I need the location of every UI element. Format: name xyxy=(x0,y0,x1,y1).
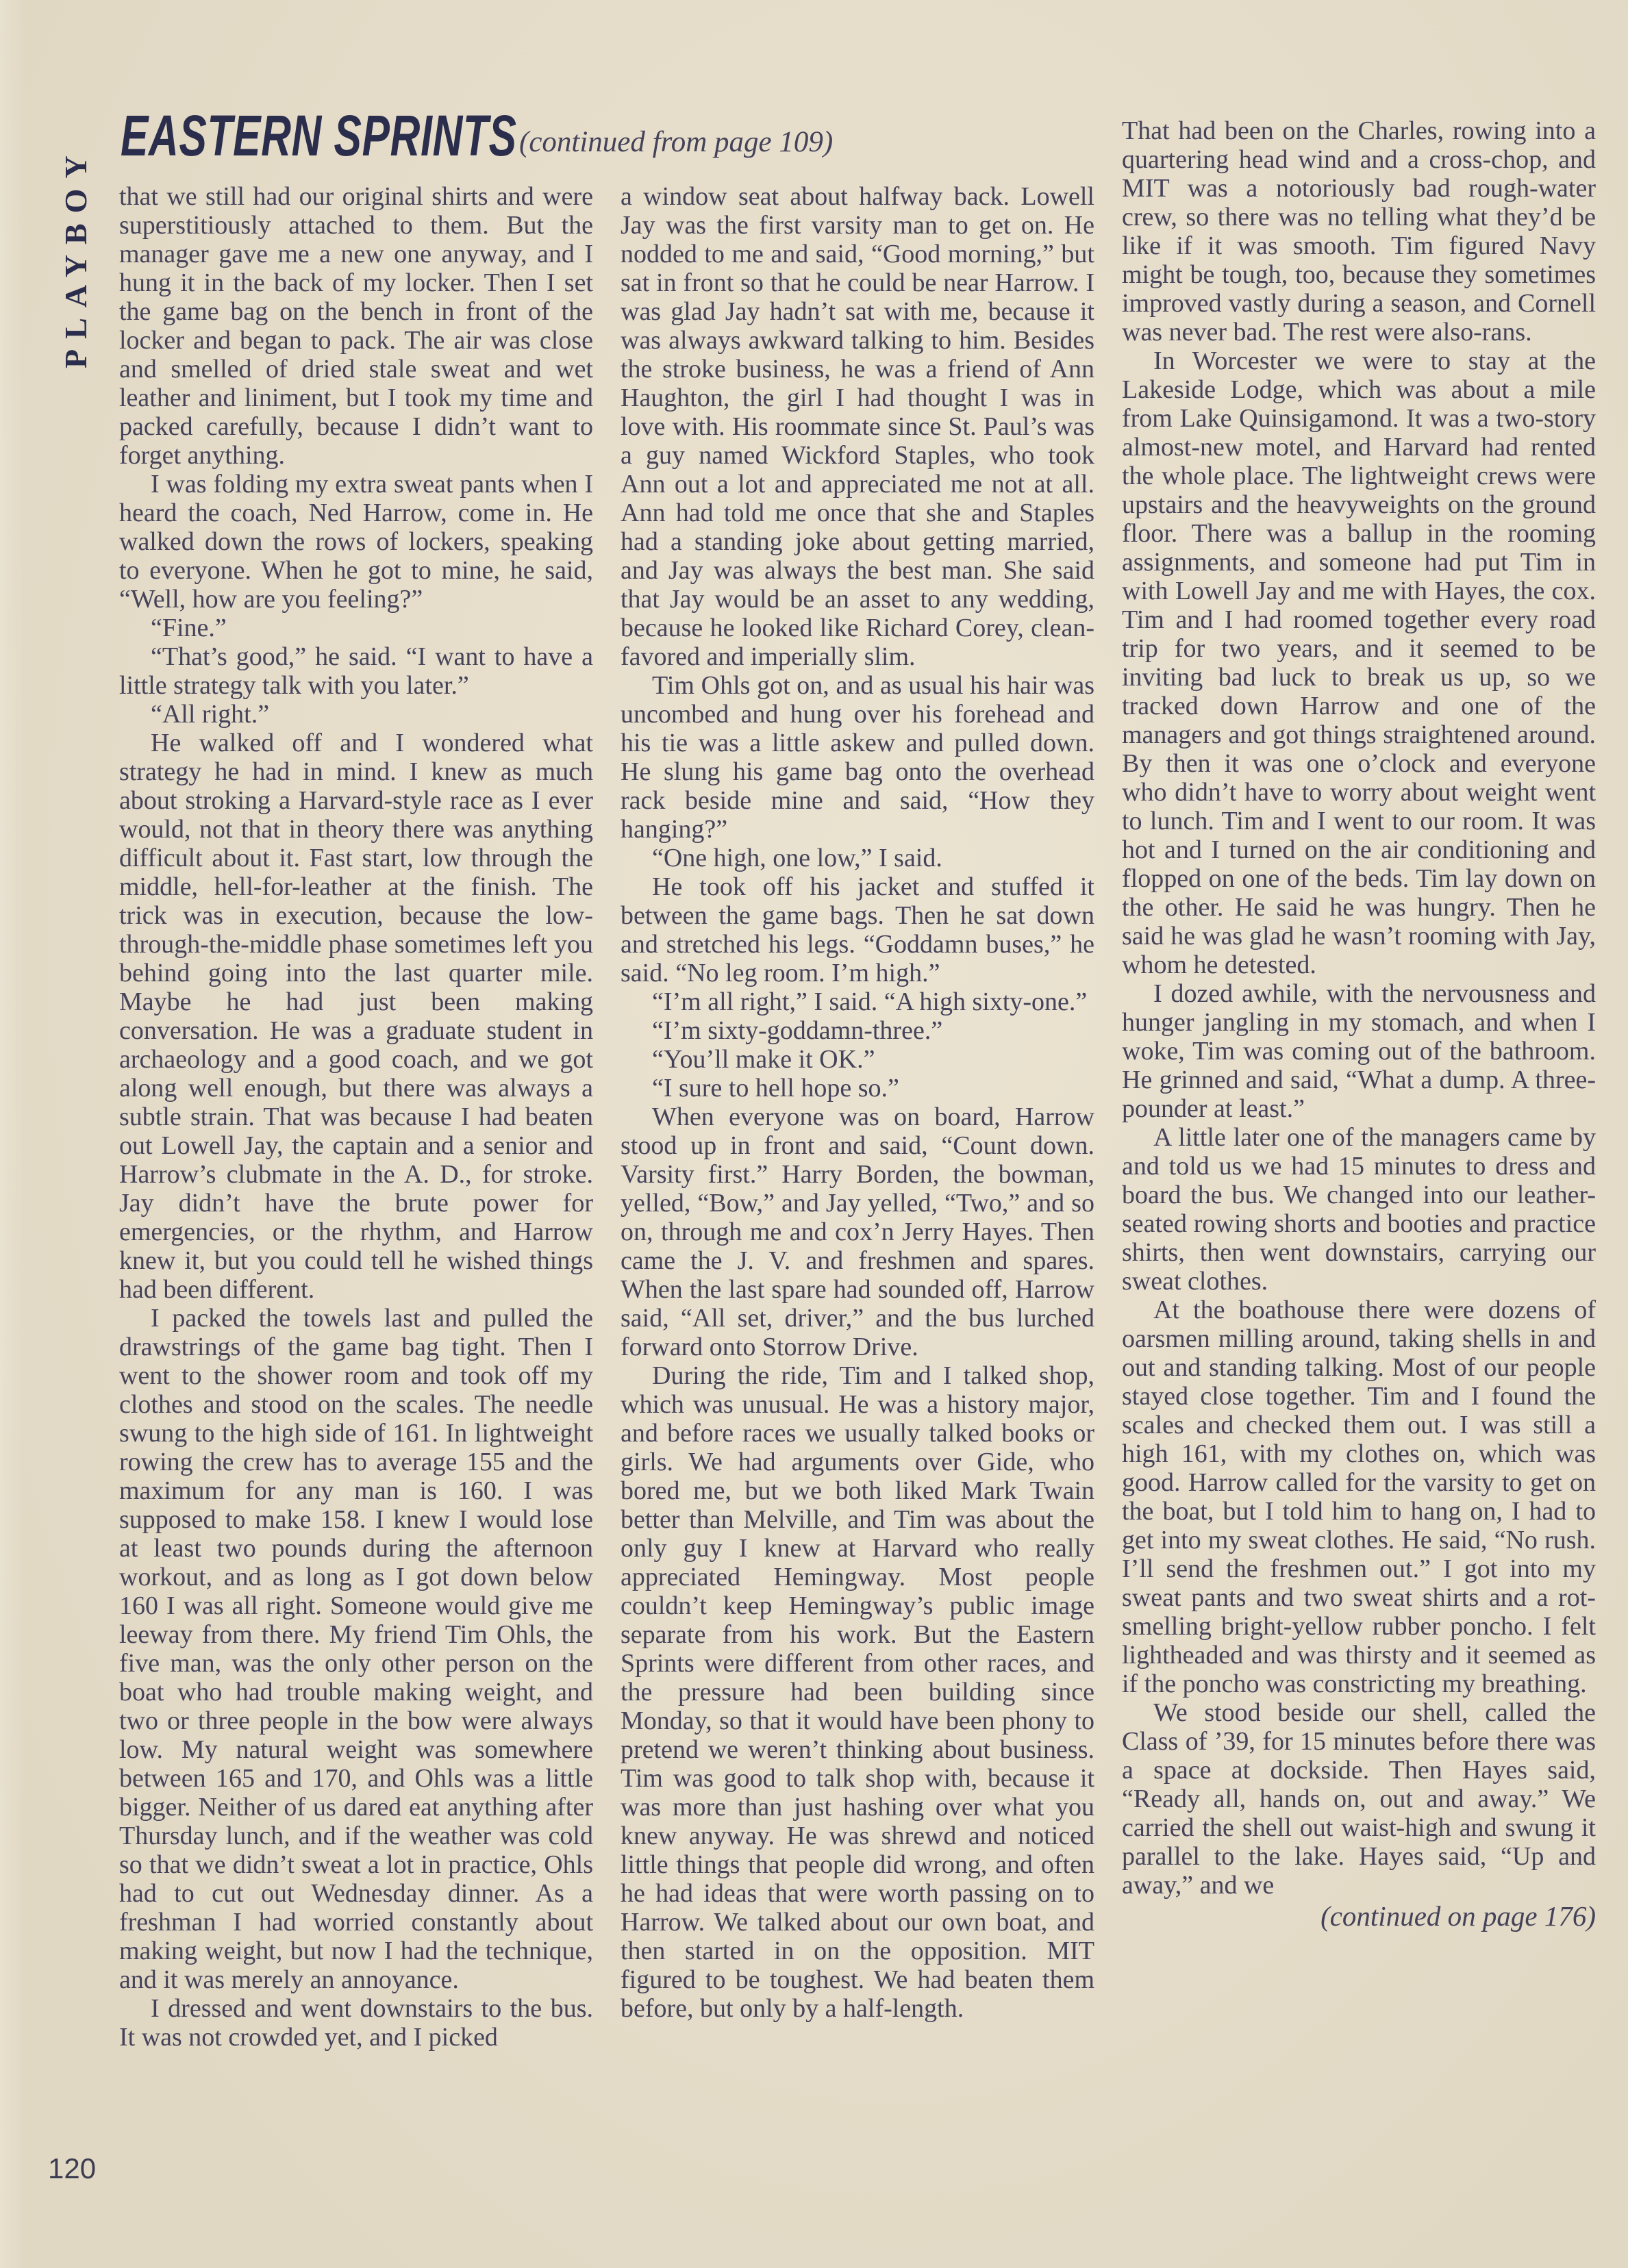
paragraph: “All right.” xyxy=(151,700,270,729)
paragraph: that we still had our original shirts and were superstitiously attached to them. But the manager gave me a new one anyway, and I hung it in the back of my locker. Then I set the game bag on the bench in front of the locker and began to pack. The air was close and smelled of dried stale sweat and wet leather and liniment, but I took my time and packed carefully, because I didn’t want to forget anything. xyxy=(119,182,593,470)
paragraph: “I’m all right,” I said. “A high sixty-one.” xyxy=(652,987,1088,1016)
column-2-text xyxy=(621,182,1094,2023)
text-column-2 xyxy=(621,182,1094,2209)
paragraph: In Worcester we were to stay at the Lakeside Lodge, which was about a mile from Lake Quinsigamond. It was a two-story almost-new motel, and Harvard had rented the whole place. The lightweight crews were upstairs and the heavyweights on the ground floor. There was a ballup in the rooming assignments, and someone had put Tim in with Lowell Jay and me with Hayes, the cox. Tim and I had roomed together every road trip for two years, and it seemed to be inviting bad luck to break us up, so we tracked down Harrow and one of the managers and got things straightened around. By then it was one o’clock and everyone who didn’t have to worry about weight went to lunch. Tim and I went to our room. It was hot and I turned on the air conditioning and flopped on one of the beds. Tim lay down on the other. He said he was hungry. Then he said he was glad he wasn’t rooming with Jay, whom he detested. xyxy=(1122,346,1596,979)
paragraph: I was folding my extra sweat pants when I heard the coach, Ned Harrow, come in. He walked down the rows of lockers, speaking to everyone. When he got to mine, he said, “Well, how are you feeling?” xyxy=(119,470,593,614)
page-number: 120 xyxy=(48,2152,97,2184)
column-1-text xyxy=(119,182,593,2052)
text-column-1 xyxy=(119,182,593,2209)
paragraph: I dressed and went downstairs to the bus. It was not crowded yet, and I picked xyxy=(119,1994,593,2052)
paragraph: I packed the towels last and pulled the drawstrings of the game bag tight. Then I went to the shower room and took off my clothes and stood on the scales. The needle swung to the high side of 161. In lightweight rowing the crew has to average 155 and the maximum for any man is 160. I was supposed to make 158. I knew I would lose at least two pounds during the afternoon workout, and as long as I got down below 160 I was all right. Someone would give me leeway from there. My friend Tim Ohls, the five man, was the only other person on the boat who had trouble making weight, and two or three people in the bow were always low. My natural weight was somewhere between 165 and 170, and Ohls was a little bigger. Neither of us dared eat anything after Thursday lunch, and if the weather was cold so that we didn’t sweat a lot in practice, Ohls had to cut out Wednesday dinner. As a freshman I had worried constantly about making weight, but now I had the technique, and it was merely an annoyance. xyxy=(119,1304,593,1994)
paragraph: “I sure to hell hope so.” xyxy=(652,1074,899,1102)
paragraph: He took off his jacket and stuffed it between the game bags. Then he sat down and stretched his legs. “Goddamn buses,” he said. “No leg room. I’m high.” xyxy=(621,872,1094,987)
paragraph: We stood beside our shell, called the Class of ’39, for 15 minutes before there was a space at dockside. Then Hayes said, “Ready all, hands on, out and away.” We carried the shell out waist-high and swung it parallel to the lake. Hayes said, “Up and away,” and we xyxy=(1122,1698,1596,1900)
paragraph: During the ride, Tim and I talked shop, which was unusual. He was a history major, and before races we usually talked books or girls. We had arguments over Gide, who bored me, but we both liked Mark Twain better than Melville, and Tim was about the only guy I knew at Harvard who really appreciated Hemingway. Most people couldn’t keep Hemingway’s public image separate from his work. But the Eastern Sprints were different from other races, and the pressure had been building since Monday, so that it would have been phony to pretend we weren’t thinking about business. Tim was good to talk shop with, because it was more than just hashing over what you knew anyway. He was shrewd and noticed little things that people did wrong, and often he had ideas that were worth passing on to Harrow. We talked about our own boat, and then started in on the opposition. MIT figured to be toughest. We had beaten them before, but only by a half-length. xyxy=(621,1361,1094,2023)
paragraph: “I’m sixty-goddamn-three.” xyxy=(652,1016,943,1045)
continued-from-note: (continued from page 109) xyxy=(519,126,834,158)
paragraph: “You’ll make it OK.” xyxy=(652,1045,875,1074)
paragraph: “Fine.” xyxy=(151,614,227,642)
paragraph: When everyone was on board, Harrow stood up in front and said, “Count down. Varsity first.” Harry Borden, the bowman, yelled, “Bow,” and Jay yelled, “Two,” and so on, through me and cox’n Jerry Hayes. Then came the J. V. and freshmen and spares. When the last spare had sounded off, Harrow said, “All set, driver,” and the bus lurched forward onto Storrow Drive. xyxy=(621,1102,1094,1361)
text-column-3 xyxy=(1122,116,1596,2212)
paragraph: “One high, one low,” I said. xyxy=(652,844,942,872)
continued-on-note: (continued on page 176) xyxy=(1320,1900,1596,1932)
paragraph: That had been on the Charles, rowing into a quartering head wind and a cross-chop, and MIT was a notoriously bad rough-water crew, so there was no telling what they’d be like if it was smooth. Tim figured Navy might be tough, too, because they sometimes improved vastly during a season, and Cornell was never bad. The rest were also-rans. xyxy=(1122,116,1596,346)
paragraph: At the boathouse there were dozens of oarsmen milling around, taking shells in and out and standing talking. Most of our people stayed close together. Tim and I found the scales and checked them out. I was still a high 161, with my clothes on, which was good. Harrow called for the varsity to get on the boat, but I told him to hang on, I had to get into my sweat clothes. He said, “No rush. I’ll send the freshmen out.” I got into my sweat pants and two sweat shirts and a rot-smelling bright-yellow rubber poncho. I felt lightheaded and was thirsty and it seemed as if the poncho was constricting my breathing. xyxy=(1122,1296,1596,1698)
paragraph: I dozed awhile, with the nervousness and hunger jangling in my stomach, and when I woke, Tim was coming out of the bathroom. He grinned and said, “What a dump. A three-pounder at least.” xyxy=(1122,979,1596,1123)
column-3-text xyxy=(1122,116,1596,1900)
paragraph: He walked off and I wondered what strategy he had in mind. I knew as much about stroking a Harvard-style race as I ever would, not that in theory there was anything difficult about it. Fast start, low through the middle, hell-for-leather at the finish. The trick was in execution, because the low-through-the-middle phase sometimes left you behind going into the last quarter mile. Maybe he had just been making conversation. He was a graduate student in archaeology and a good coach, and we got along well enough, but there was always a subtle strain. That was because I had beaten out Lowell Jay, the captain and a senior and Harrow’s clubmate in the A. D., for stroke. Jay didn’t have the brute power for emergencies, or the rhythm, and Harrow knew it, but you could tell he wished things had been different. xyxy=(119,729,593,1304)
paragraph: Tim Ohls got on, and as usual his hair was uncombed and hung over his forehead and his tie was a little askew and pulled down. He slung his game bag onto the overhead rack beside mine and said, “How they hanging?” xyxy=(621,671,1094,844)
paragraph: a window seat about halfway back. Lowell Jay was the first varsity man to get on. He nodded to me and said, “Good morning,” but sat in front so that he could be near Harrow. I was glad Jay hadn’t sat with me, because it was always awkward talking to him. Besides the stroke business, he was a friend of Ann Haughton, the girl I had thought I was in love with. His roommate since St. Paul’s was a guy named Wickford Staples, who took Ann out a lot and appreciated me not at all. Ann had told me once that she and Staples had a standing joke about getting married, and Jay was always the best man. She said that Jay would be an asset to any wedding, because he looked like Richard Corey, clean-favored and imperially slim. xyxy=(621,182,1094,671)
paragraph: “That’s good,” he said. “I want to have a little strategy talk with you later.” xyxy=(119,642,593,700)
paragraph: A little later one of the managers came by and told us we had 15 minutes to dress and board the bus. We changed into our leather-seated rowing shorts and booties and practice shirts, then went downstairs, carrying our sweat clothes. xyxy=(1122,1123,1596,1296)
article-title: EASTERN SPRINTS xyxy=(121,103,517,168)
brand-vertical-playboy: PLAYBOY xyxy=(58,145,93,368)
